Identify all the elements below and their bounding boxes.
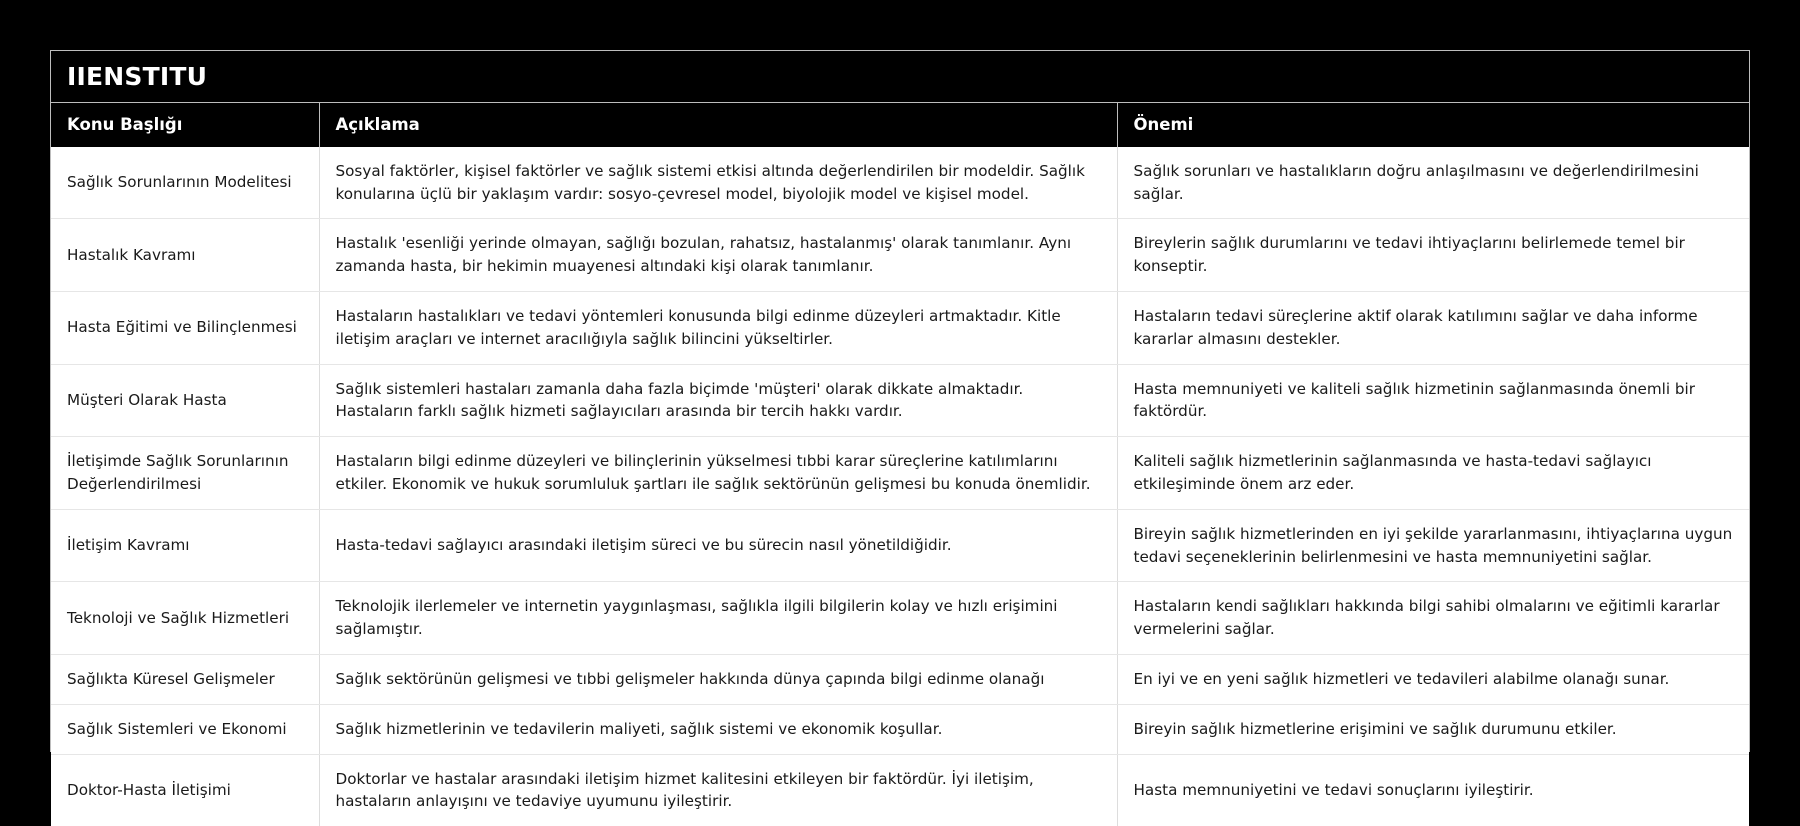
cell-description: Teknolojik ilerlemeler ve internetin yaygınlaşması, sağlıkla ilgili bilgilerin kolay ve hızlı erişimini sağlamıştır.	[319, 582, 1117, 655]
cell-description: Sosyal faktörler, kişisel faktörler ve sağlık sistemi etkisi altında değerlendirilen bir modeldir. Sağlık konularına üçlü bir yaklaşım vardır: sosyo-çevresel model, biyolojik model ve kişisel model.	[319, 147, 1117, 219]
table-body	[51, 147, 1749, 826]
cell-description: Hasta-tedavi sağlayıcı arasındaki iletişim süreci ve bu sürecin nasıl yönetildiğidir.	[319, 509, 1117, 582]
cell-topic: Sağlık Sistemleri ve Ekonomi	[51, 704, 319, 754]
table-row[interactable]	[51, 437, 1749, 510]
cell-topic: Hasta Eğitimi ve Bilinçlenmesi	[51, 291, 319, 364]
column-header-importance[interactable]: Önemi	[1117, 103, 1749, 147]
cell-description: Sağlık hizmetlerinin ve tedavilerin maliyeti, sağlık sistemi ve ekonomik koşullar.	[319, 704, 1117, 754]
table-row[interactable]	[51, 509, 1749, 582]
cell-importance: Bireylerin sağlık durumlarını ve tedavi ihtiyaçlarını belirlemede temel bir konseptir.	[1117, 219, 1749, 292]
table-row[interactable]	[51, 219, 1749, 292]
cell-description: Hastaların hastalıkları ve tedavi yöntemleri konusunda bilgi edinme düzeyleri artmaktadır. Kitle iletişim araçları ve internet aracılığıyla sağlık bilincini yükseltirler.	[319, 291, 1117, 364]
cell-topic: Sağlıkta Küresel Gelişmeler	[51, 654, 319, 704]
cell-importance: Bireyin sağlık hizmetlerinden en iyi şekilde yararlanmasını, ihtiyaçlarına uygun tedavi seçeneklerinin belirlenmesini ve hasta memnuniyetini sağlar.	[1117, 509, 1749, 582]
cell-description: Sağlık sektörünün gelişmesi ve tıbbi gelişmeler hakkında dünya çapında bilgi edinme olanağı	[319, 654, 1117, 704]
cell-importance: Hasta memnuniyeti ve kaliteli sağlık hizmetinin sağlanmasında önemli bir faktördür.	[1117, 364, 1749, 437]
cell-topic: Teknoloji ve Sağlık Hizmetleri	[51, 582, 319, 655]
cell-importance: En iyi ve en yeni sağlık hizmetleri ve tedavileri alabilme olanağı sunar.	[1117, 654, 1749, 704]
brand-header	[51, 51, 1749, 103]
table-row[interactable]	[51, 364, 1749, 437]
cell-importance: Hastaların tedavi süreçlerine aktif olarak katılımını sağlar ve daha informe kararlar almasını destekler.	[1117, 291, 1749, 364]
cell-description: Doktorlar ve hastalar arasındaki iletişim hizmet kalitesini etkileyen bir faktördür. İyi iletişim, hastaların anlayışını ve tedaviye uyumunu iyileştirir.	[319, 754, 1117, 826]
cell-importance: Hasta memnuniyetini ve tedavi sonuçlarını iyileştirir.	[1117, 754, 1749, 826]
table-row[interactable]	[51, 147, 1749, 219]
cell-importance: Kaliteli sağlık hizmetlerinin sağlanmasında ve hasta-tedavi sağlayıcı etkileşiminde önem arz eder.	[1117, 437, 1749, 510]
cell-topic: Müşteri Olarak Hasta	[51, 364, 319, 437]
cell-topic: Hastalık Kavramı	[51, 219, 319, 292]
data-table-container	[50, 50, 1750, 811]
cell-topic: Sağlık Sorunlarının Modelitesi	[51, 147, 319, 219]
cell-topic: İletişim Kavramı	[51, 509, 319, 582]
table-header	[51, 103, 1749, 147]
table-row[interactable]	[51, 754, 1749, 826]
cell-importance: Hastaların kendi sağlıkları hakkında bilgi sahibi olmalarını ve eğitimli kararlar vermelerini sağlar.	[1117, 582, 1749, 655]
brand-title: IIENSTITU	[67, 62, 208, 91]
table-row[interactable]	[51, 704, 1749, 754]
table-row[interactable]	[51, 582, 1749, 655]
health-communication-table	[51, 103, 1749, 826]
cell-topic: Doktor-Hasta İletişimi	[51, 754, 319, 826]
column-header-description[interactable]: Açıklama	[319, 103, 1117, 147]
table-row[interactable]	[51, 654, 1749, 704]
column-header-topic[interactable]: Konu Başlığı	[51, 103, 319, 147]
cell-description: Hastaların bilgi edinme düzeyleri ve bilinçlerinin yükselmesi tıbbi karar süreçlerine katılımlarını etkiler. Ekonomik ve hukuk sorumluluk şartları ile sağlık sektörünün gelişmesi bu konuda önemlidir.	[319, 437, 1117, 510]
cell-description: Sağlık sistemleri hastaları zamanla daha fazla biçimde 'müşteri' olarak dikkate almaktadır. Hastaların farklı sağlık hizmeti sağlayıcıları arasında bir tercih hakkı vardır.	[319, 364, 1117, 437]
cell-importance: Bireyin sağlık hizmetlerine erişimini ve sağlık durumunu etkiler.	[1117, 704, 1749, 754]
table-header-row	[51, 103, 1749, 147]
table-row[interactable]	[51, 291, 1749, 364]
cell-importance: Sağlık sorunları ve hastalıkların doğru anlaşılmasını ve değerlendirilmesini sağlar.	[1117, 147, 1749, 219]
cell-topic: İletişimde Sağlık Sorunlarının Değerlendirilmesi	[51, 437, 319, 510]
cell-description: Hastalık 'esenliği yerinde olmayan, sağlığı bozulan, rahatsız, hastalanmış' olarak tanımlanır. Aynı zamanda hasta, bir hekimin muayenesi altındaki kişi olarak tanımlanır.	[319, 219, 1117, 292]
